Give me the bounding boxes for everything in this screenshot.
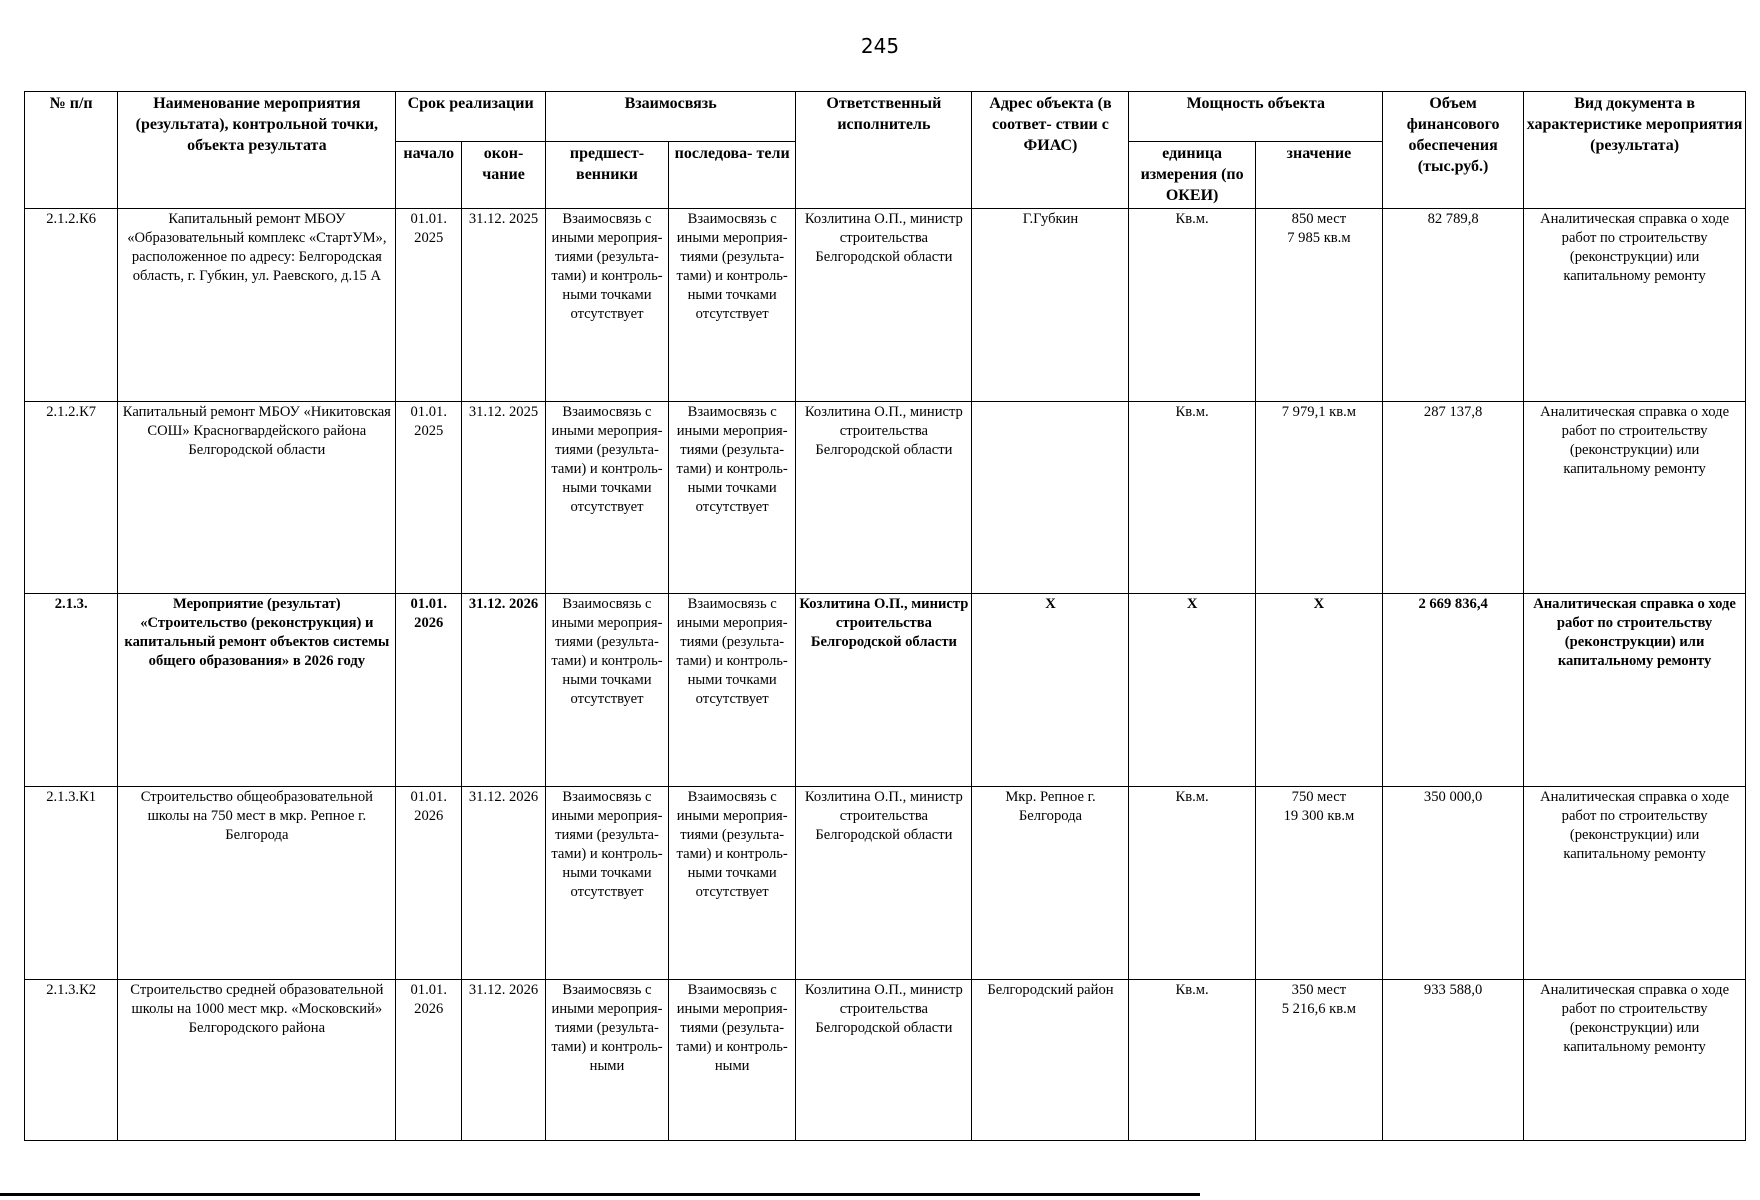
cell-responsible: Козлитина О.П., министр строительства Белгородской области [796, 594, 972, 787]
cell-start: 01.01. 2026 [396, 594, 462, 787]
events-table [24, 91, 1746, 1141]
cell-start: 01.01. 2026 [396, 979, 462, 1140]
col-term-header: Срок реализации [396, 92, 546, 142]
cell-num: 2.1.2.К6 [25, 208, 118, 401]
cell-num: 2.1.2.К7 [25, 401, 118, 594]
cell-pred: Взаимосвязь с иными мероприя- тиями (результа- тами) и контроль- ными точками отсутствует [545, 594, 668, 787]
cell-succ: Взаимосвязь с иными мероприя- тиями (результа- тами) и контроль- ными [669, 979, 796, 1140]
cell-value [1255, 594, 1382, 787]
cell-name: Капитальный ремонт МБОУ «Образовательный комплекс «СтартУМ», расположенное по адресу: Белгородская область, г. Губкин, ул. Раевского, д.15 А [118, 208, 396, 401]
page-bottom-rule [0, 1193, 1200, 1196]
cell-value-line2: 5 216,6 кв.м [1281, 1000, 1357, 1017]
cell-num: 2.1.3.К1 [25, 786, 118, 979]
cell-doc: Аналитическая справка о ходе работ по строительству (реконструкции) или капитальному ремонту [1524, 208, 1746, 401]
col-link-header: Взаимосвязь [545, 92, 795, 142]
table-row [25, 401, 1746, 594]
cell-name: Капитальный ремонт МБОУ «Никитовская СОШ» Красногвардейского района Белгородской области [118, 401, 396, 594]
cell-responsible: Козлитина О.П., министр строительства Белгородской области [796, 401, 972, 594]
table-row [25, 594, 1746, 787]
cell-value [1255, 786, 1382, 979]
cell-succ: Взаимосвязь с иными мероприя- тиями (результа- тами) и контроль- ными точками отсутствует [669, 208, 796, 401]
cell-name: Мероприятие (результат) «Строительство (реконструкция) и капитальный ремонт объектов системы общего образования» в 2026 году [118, 594, 396, 787]
cell-value [1255, 979, 1382, 1140]
cell-value-line2: 7 985 кв.м [1287, 229, 1351, 246]
cell-value [1255, 208, 1382, 401]
cell-address: Белгородский район [972, 979, 1129, 1140]
col-name-header: Наименование мероприятия (результата), контрольной точки, объекта результата [118, 92, 396, 209]
cell-start: 01.01. 2025 [396, 208, 462, 401]
cell-address: Г.Губкин [972, 208, 1129, 401]
table-row [25, 979, 1746, 1140]
cell-doc: Аналитическая справка о ходе работ по строительству (реконструкции) или капитальному ремонту [1524, 401, 1746, 594]
cell-finance: 350 000,0 [1383, 786, 1524, 979]
header-row-1 [25, 92, 1746, 142]
cell-value-line1: 750 мест [1291, 788, 1347, 805]
cell-doc: Аналитическая справка о ходе работ по строительству (реконструкции) или капитальному ремонту [1524, 594, 1746, 787]
col-doc-header: Вид документа в характеристике мероприятия (результата) [1524, 92, 1746, 209]
col-unit-header: единица измерения (по ОКЕИ) [1129, 142, 1255, 209]
cell-end: 31.12. 2026 [462, 979, 546, 1140]
col-end-header: окон- чание [462, 142, 546, 209]
col-num-header: № п/п [25, 92, 118, 209]
cell-pred: Взаимосвязь с иными мероприя- тиями (результа- тами) и контроль- ными точками отсутствует [545, 786, 668, 979]
cell-unit: Х [1129, 594, 1255, 787]
col-address-header: Адрес объекта (в соответ- ствии с ФИАС) [972, 92, 1129, 209]
cell-end: 31.12. 2026 [462, 786, 546, 979]
cell-responsible: Козлитина О.П., министр строительства Белгородской области [796, 979, 972, 1140]
cell-address: Х [972, 594, 1129, 787]
cell-unit: Кв.м. [1129, 401, 1255, 594]
cell-finance: 82 789,8 [1383, 208, 1524, 401]
cell-pred: Взаимосвязь с иными мероприя- тиями (результа- тами) и контроль- ными точками отсутствует [545, 401, 668, 594]
cell-responsible: Козлитина О.П., министр строительства Белгородской области [796, 208, 972, 401]
col-finance-header: Объем финансового обеспечения (тыс.руб.) [1383, 92, 1524, 209]
cell-unit: Кв.м. [1129, 979, 1255, 1140]
col-pred-header: предшест- венники [545, 142, 668, 209]
cell-value-line1: 850 мест [1291, 210, 1347, 227]
col-value-header: значение [1255, 142, 1382, 209]
cell-succ: Взаимосвязь с иными мероприя- тиями (результа- тами) и контроль- ными точками отсутствует [669, 401, 796, 594]
col-capacity-header: Мощность объекта [1129, 92, 1383, 142]
cell-value-line1: Х [1313, 596, 1325, 613]
cell-value-line2: 19 300 кв.м [1283, 807, 1355, 824]
col-start-header: начало [396, 142, 462, 209]
cell-responsible: Козлитина О.П., министр строительства Белгородской области [796, 786, 972, 979]
cell-succ: Взаимосвязь с иными мероприя- тиями (результа- тами) и контроль- ными точками отсутствует [669, 594, 796, 787]
cell-address: Мкр. Репное г. Белгорода [972, 786, 1129, 979]
cell-value-line1: 7 979,1 кв.м [1281, 403, 1357, 420]
cell-unit: Кв.м. [1129, 208, 1255, 401]
cell-doc: Аналитическая справка о ходе работ по строительству (реконструкции) или капитальному ремонту [1524, 979, 1746, 1140]
cell-finance: 933 588,0 [1383, 979, 1524, 1140]
cell-pred: Взаимосвязь с иными мероприя- тиями (результа- тами) и контроль- ными точками отсутствует [545, 208, 668, 401]
cell-start: 01.01. 2025 [396, 401, 462, 594]
cell-doc: Аналитическая справка о ходе работ по строительству (реконструкции) или капитальному ремонту [1524, 786, 1746, 979]
col-responsible-header: Ответственный исполнитель [796, 92, 972, 209]
cell-end: 31.12. 2025 [462, 208, 546, 401]
cell-unit: Кв.м. [1129, 786, 1255, 979]
cell-value-line1: 350 мест [1291, 981, 1347, 998]
page-number: 245 [860, 34, 900, 58]
cell-finance: 287 137,8 [1383, 401, 1524, 594]
cell-start: 01.01. 2026 [396, 786, 462, 979]
table-row [25, 786, 1746, 979]
cell-address [972, 401, 1129, 594]
cell-value [1255, 401, 1382, 594]
cell-name: Строительство общеобразовательной школы на 750 мест в мкр. Репное г. Белгорода [118, 786, 396, 979]
table-row [25, 208, 1746, 401]
cell-pred: Взаимосвязь с иными мероприя- тиями (результа- тами) и контроль- ными [545, 979, 668, 1140]
cell-finance: 2 669 836,4 [1383, 594, 1524, 787]
cell-end: 31.12. 2025 [462, 401, 546, 594]
col-succ-header: последова- тели [669, 142, 796, 209]
cell-num: 2.1.3.К2 [25, 979, 118, 1140]
cell-name: Строительство средней образовательной школы на 1000 мест мкр. «Московский» Белгородского района [118, 979, 396, 1140]
cell-end: 31.12. 2026 [462, 594, 546, 787]
cell-num: 2.1.3. [25, 594, 118, 787]
cell-succ: Взаимосвязь с иными мероприя- тиями (результа- тами) и контроль- ными точками отсутствует [669, 786, 796, 979]
